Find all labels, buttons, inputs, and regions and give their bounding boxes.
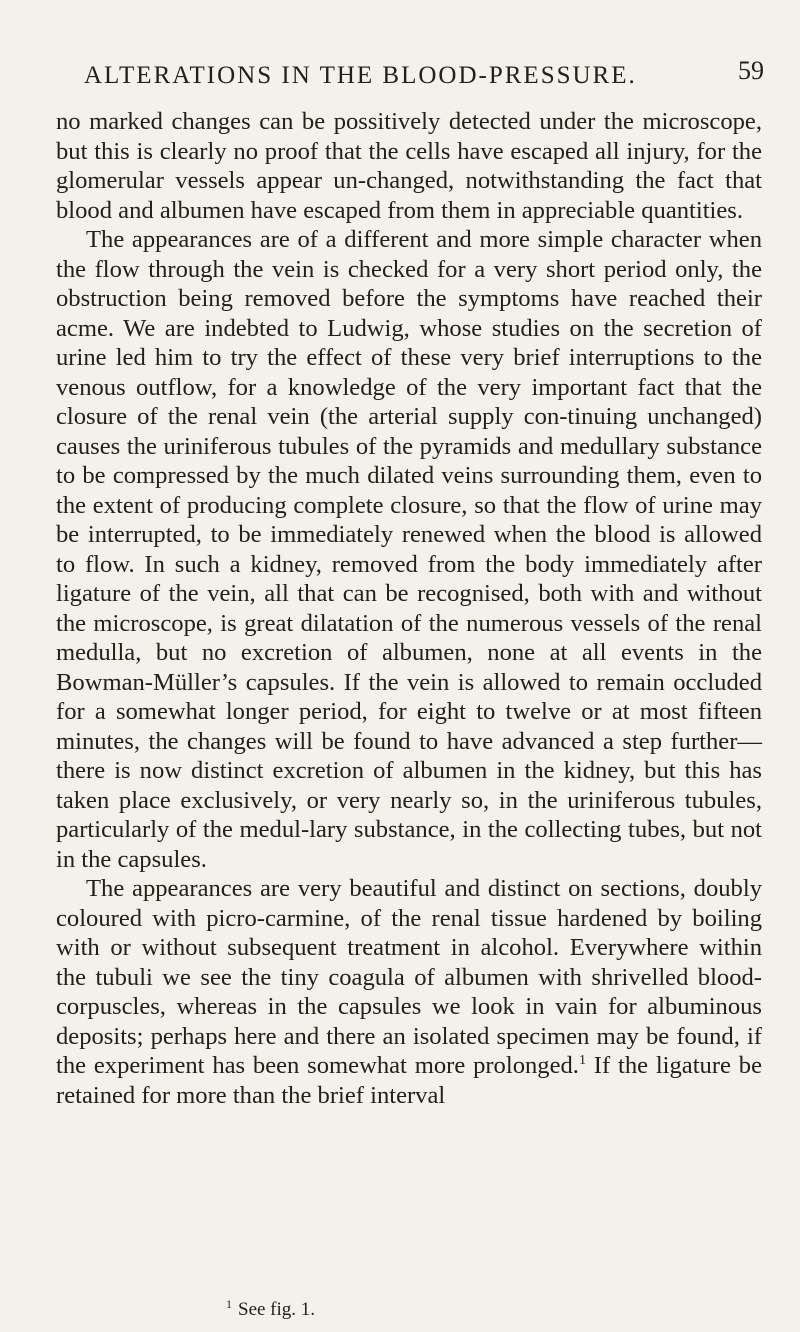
paragraph-3 (56, 874, 762, 1110)
paragraph-2: The appearances are of a different and more simple character when the flow through the vein is checked for a very short period only, the obstruction being removed before the symptoms have reached their acme. We are indebted to Ludwig, whose studies on the secretion of urine led him to try the effect of these very brief interruptions to the venous outflow, for a knowledge of the very important fact that the closure of the renal vein (the arterial supply con-tinuing unchanged) causes the uriniferous tubules of the pyramids and medullary substance to be compressed by the much dilated veins surrounding them, even to the extent of producing complete closure, so that the flow of urine may be interrupted, to be immediately renewed when the blood is allowed to flow. In such a kidney, removed from the body immediately after ligature of the vein, all that can be recognised, both with and without the microscope, is great dilatation of the numerous vessels of the renal medulla, but no excretion of albumen, none at all events in the Bowman-Müller’s capsules. If the vein is allowed to remain occluded for a somewhat longer period, for eight to twelve or at most fifteen minutes, the changes will be found to have advanced a step further—there is now distinct excretion of albumen in the kidney, but this has taken place exclusively, or very nearly so, in the uriniferous tubules, particularly of the medul-lary substance, in the collecting tubes, but not in the capsules. (56, 226, 762, 873)
paragraph-3-tail: If the ligature be retained for more than the brief interval (56, 1052, 762, 1109)
running-head (48, 44, 764, 89)
paragraph-1: no marked changes can be possitively detected under the microscope, but this is clearly no proof that the cells have escaped all injury, for the glomerular vessels appear un-changed, notwithstanding the fact that blood and albumen have escaped from them in appreciable quantities. (56, 108, 762, 224)
paragraph-3-text: The appearances are very beautiful and distinct on sections, doubly coloured with picro-carmine, of the renal tissue hardened by boiling with or without subsequent treatment in alcohol. Everywhere within the tubuli we see the tiny coagula of albumen with shrivelled blood-corpuscles, whereas in the capsules we look in vain for albuminous deposits; perhaps here and there an isolated specimen may be found, if the experiment has been somewhat more prolonged. (56, 875, 762, 1079)
footnote-reference: 1 (578, 1053, 586, 1068)
running-title: ALTERATIONS IN THE BLOOD-PRESSURE. (84, 62, 637, 89)
page-number: 59 (738, 56, 764, 85)
book-page (48, 44, 764, 1324)
footnote-mark: 1 (226, 1297, 232, 1311)
footnote-text: See fig. 1. (238, 1299, 316, 1320)
body-text (56, 107, 762, 1110)
